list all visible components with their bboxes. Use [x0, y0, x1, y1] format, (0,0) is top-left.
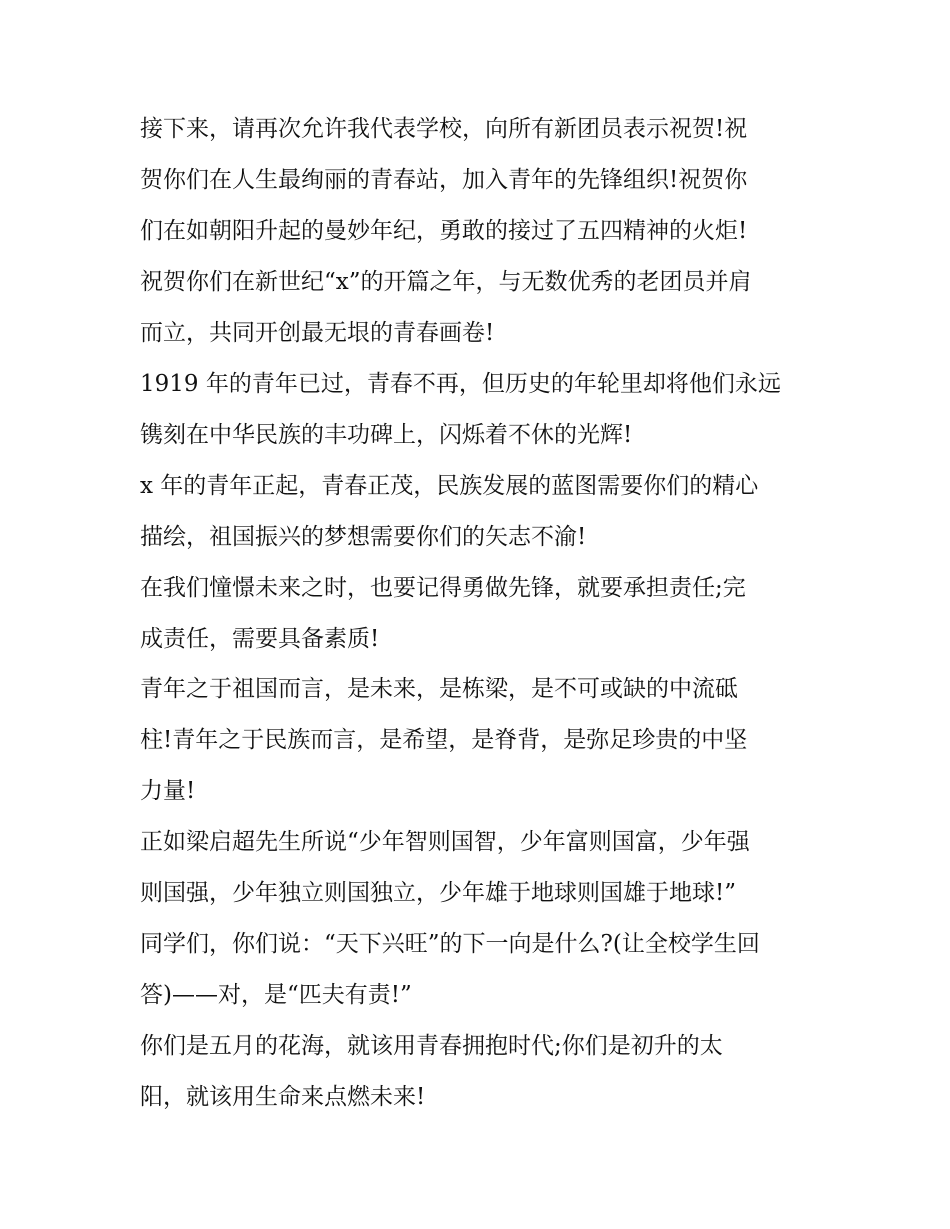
text-line: 阳，就该用生命来点燃未来! — [140, 1084, 426, 1110]
text-line: 你们是五月的花海，就该用青春拥抱时代;你们是初升的太 — [140, 1033, 723, 1059]
text-line: 成责任，需要具备素质! — [140, 626, 380, 652]
text-line: 们在如朝阳升起的曼妙年纪，勇敢的接过了五四精神的火炬! — [140, 218, 748, 244]
text-line: x 年的青年正起，青春正茂，民族发展的蓝图需要你们的精心 — [140, 473, 759, 499]
text-line: 则国强，少年独立则国独立，少年雄于地球则国雄于地球!” — [140, 880, 737, 906]
text-line: 同学们，你们说：“天下兴旺”的下一向是什么?(让全校学生回 — [140, 931, 760, 957]
text-line: 接下来，请再次允许我代表学校，向所有新团员表示祝贺!祝 — [140, 116, 748, 142]
text-line: 1919 年的青年已过，青春不再，但历史的年轮里却将他们永远 — [140, 371, 781, 397]
text-line: 祝贺你们在新世纪“x”的开篇之年，与无数优秀的老团员并肩 — [140, 269, 752, 295]
text-line: 在我们憧憬未来之时，也要记得勇做先锋，就要承担责任;完 — [140, 575, 746, 601]
text-line: 柱!青年之于民族而言，是希望，是脊背，是弥足珍贵的中坚 — [140, 727, 748, 753]
text-line: 答)——对，是“匹夫有责!” — [140, 982, 412, 1008]
text-line: 正如梁启超先生所说“少年智则国智，少年富则国富，少年强 — [140, 829, 750, 855]
text-line: 而立，共同开创最无垠的青春画卷! — [140, 320, 495, 346]
text-line: 描绘，祖国振兴的梦想需要你们的矢志不渝! — [140, 524, 587, 550]
text-line: 镌刻在中华民族的丰功碑上，闪烁着不休的光辉! — [140, 422, 633, 448]
text-line: 青年之于祖国而言，是未来，是栋梁，是不可或缺的中流砥 — [140, 676, 738, 702]
text-line: 力量! — [140, 778, 196, 804]
text-line: 贺你们在人生最绚丽的青春站，加入青年的先锋组织!祝贺你 — [140, 167, 748, 193]
